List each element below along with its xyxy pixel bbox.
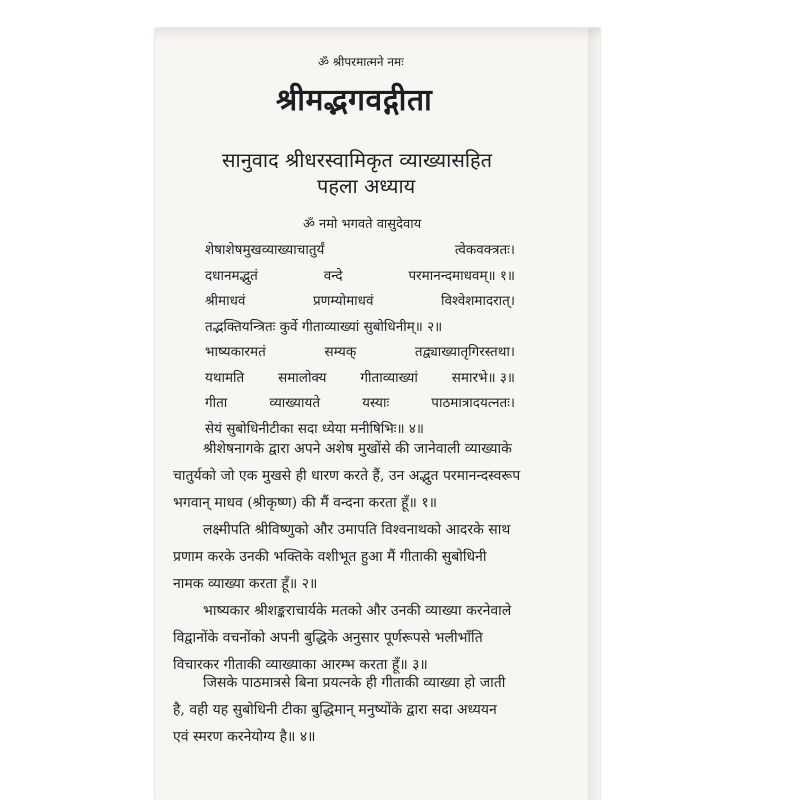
verse-line [205, 266, 515, 284]
verse-word: परमानन्दमाधवम्॥ १॥ [408, 267, 515, 284]
verse-line [205, 291, 515, 309]
translation-line: विद्वानोंके वचनोंको अपनी बुद्धिके अनुसार पूर्णरूपसे भलीभाँति [173, 630, 483, 646]
translation-line: चातुर्यको जो एक मुखसे ही धारण करते हैं, उन अद्भुत परमानन्दस्वरूप [173, 468, 521, 484]
translation-line: प्रणाम करके उनकी भक्तिके वशीभूत हुआ मैं गीताकी सुबोधिनी [173, 549, 487, 565]
invocation: ॐ श्रीपरमात्मने नमः [318, 55, 404, 69]
verse-word: समालोक्य [278, 369, 327, 386]
verse-word: पाठमात्रादयत्नतः। [431, 395, 515, 411]
verse-word: गीताव्याख्यां [360, 369, 418, 386]
verse-word: तद्व्याख्यातृगिरस्तथा। [414, 344, 515, 360]
verse-word: भाष्यकारमतं [205, 344, 266, 360]
verse-word: गीता [205, 395, 228, 411]
chapter-heading: पहला अध्याय [317, 174, 416, 198]
verse-word: त्वेकवक्त्रतः। [454, 242, 515, 258]
verse-word: तद्भक्तियन्त्रितः कुर्वे गीताव्याख्यां सुबोधिनीम्॥ २॥ [205, 318, 443, 335]
verse-word: यस्याः [362, 395, 390, 411]
translation-line: एवं स्मरण करनेयोग्य है॥ ४॥ [173, 729, 316, 745]
verse-word: वन्दे [323, 267, 343, 284]
verse-word: व्याख्यायते [269, 395, 321, 411]
translation-line: है, वही यह सुबोधिनी टीका बुद्धिमान् मनुष्योंके द्वारा सदा अध्ययन [173, 702, 497, 718]
verse-line [205, 240, 515, 258]
page-title: श्रीमद्भगवद्गीता [276, 83, 433, 118]
verse-line [205, 317, 515, 335]
verse-word: सेयं सुबोधिनीटीका सदा ध्येया मनीषिभिः॥ ४॥ [205, 420, 424, 437]
verse-word: प्रणम्योमाधवं [312, 293, 374, 309]
translation-line: श्रीशेषनागके द्वारा अपने अशेष मुखोंसे की जानेवाली व्याख्याके [203, 441, 512, 457]
translation-line: भगवान् माधव (श्रीकृष्ण) की मैं वन्दना करता हूँ॥ १॥ [173, 495, 438, 511]
translation-line: जिसके पाठमात्रसे बिना प्रयत्नके ही गीताकी व्याख्या हो जाती [203, 675, 506, 691]
translation-line: विचारकर गीताकी व्याख्याका आरम्भ करता हूँ॥ ३॥ [173, 657, 428, 673]
verse-line [205, 368, 515, 386]
mangalacharan: ॐ नमो भगवते वासुदेवाय [303, 217, 422, 232]
verse-word: यथामति [205, 369, 245, 386]
verse-word: दधानमद्भुतं [205, 267, 258, 284]
verse-word: श्रीमाधवं [205, 293, 246, 309]
translation-line: भाष्यकार श्रीशङ्कराचार्यके मतको और उनकी व्याख्या करनेवाले [203, 603, 512, 619]
translation-line: लक्ष्मीपति श्रीविष्णुको और उमापति विश्वनाथको आदरके साथ [203, 522, 511, 538]
verse-word: समारभे॥ ३॥ [451, 369, 515, 386]
verse-line [205, 419, 515, 437]
verse-word: शेषाशेषमुखव्याख्याचातुर्यं [205, 242, 325, 258]
verse-line [205, 342, 515, 360]
translation-line: नामक व्याख्या करता हूँ॥ २॥ [173, 576, 318, 592]
verse-word: सम्यक् [324, 344, 357, 360]
subtitle: सानुवाद श्रीधरस्वामिकृत व्याख्यासहित [222, 148, 493, 172]
verse-line [205, 393, 515, 411]
verse-word: विश्वेशमादरात्। [440, 293, 515, 309]
